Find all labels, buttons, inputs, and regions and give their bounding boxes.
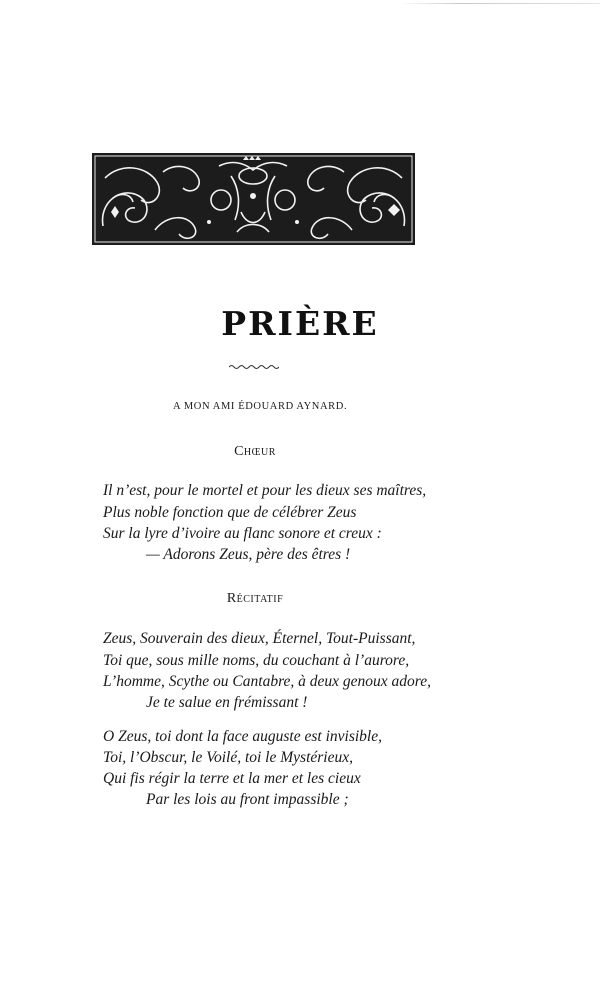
verse-line: Toi, l’Obscur, le Voilé, toi le Mystérieux, <box>103 749 353 766</box>
page-edge-line <box>400 3 600 4</box>
dedication: A MON AMI ÉDOUARD AYNARD. <box>173 401 348 412</box>
section-heading-recitatif: Récitatif <box>226 591 284 606</box>
verse-line: Plus noble fonction que de célébrer Zeus <box>103 504 357 521</box>
verse-line: Par les lois au front impassible ; <box>146 791 349 808</box>
headpiece-ornament <box>91 152 416 246</box>
verse-line: Zeus, Souverain des dieux, Éternel, Tout-Puissant, <box>103 630 416 647</box>
verse-line: L’homme, Scythe ou Cantabre, à deux genoux adore, <box>103 673 432 690</box>
section-heading-choeur: Chœur <box>234 444 276 459</box>
verse-line: Toi que, sous mille noms, du couchant à l’aurore, <box>103 652 410 669</box>
title-wavy-rule <box>229 364 279 370</box>
verse-line: Sur la lyre d’ivoire au flanc sonore et creux : <box>103 525 382 542</box>
verse-line: Je te salue en frémissant ! <box>146 694 308 711</box>
verse-line: Il n’est, pour le mortel et pour les dieux ses maîtres, <box>103 482 427 499</box>
verse-line: — Adorons Zeus, père des êtres ! <box>146 546 351 563</box>
poem-title: PRIÈRE <box>221 304 379 343</box>
verse-line: Qui fis régir la terre et la mer et les cieux <box>103 770 361 787</box>
verse-line: O Zeus, toi dont la face auguste est invisible, <box>103 728 382 745</box>
